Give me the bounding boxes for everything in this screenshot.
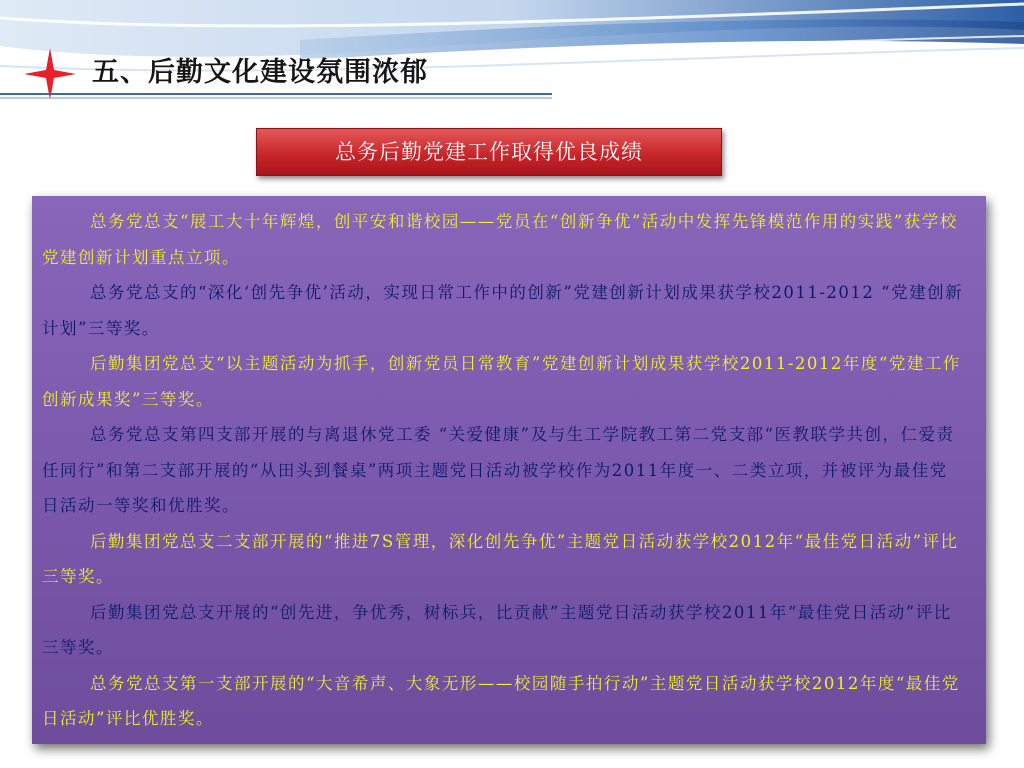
content-panel xyxy=(32,196,986,744)
paragraph-4: 总务党总支第四支部开展的与离退休党工委 “关爱健康”及与生工学院教工第二党支部“医教联学共创，仁爱责任同行”和第二支部开展的“从田头到餐桌”两项主题党日活动被学校作为2011年度一、二类立项，并被评为最佳党日活动一等奖和优胜奖。 xyxy=(42,425,955,515)
page-title: 五、后勤文化建设氛围浓郁 xyxy=(92,57,428,88)
subtitle-banner: 总务后勤党建工作取得优良成绩 xyxy=(256,128,722,176)
paragraph-2: 总务党总支的“深化‘创先争优’活动，实现日常工作中的创新”党建创新计划成果获学校2011-2012 “党建创新计划”三等奖。 xyxy=(42,283,964,338)
title-underline xyxy=(0,92,552,100)
paragraph-1: 总务党总支“展工大十年辉煌，创平安和谐校园——党员在“创新争优”活动中发挥先锋模范作用的实践”获学校党建创新计划重点立项。 xyxy=(42,212,958,267)
paragraph-7: 总务党总支第一支部开展的“大音希声、大象无形——校园随手拍行动”主题党日活动获学校2012年度“最佳党日活动”评比优胜奖。 xyxy=(42,673,960,728)
paragraph-6: 后勤集团党总支开展的“创先进，争优秀，树标兵，比贡献”主题党日活动获学校2011年“最佳党日活动”评比三等奖。 xyxy=(42,602,952,657)
paragraph-5: 后勤集团党总支二支部开展的“推进7S管理，深化创先争优”主题党日活动获学校2012年“最佳党日活动”评比三等奖。 xyxy=(42,531,959,586)
paragraph-3: 后勤集团党总支“以主题活动为抓手，创新党员日常教育”党建创新计划成果获学校2011-2012年度“党建工作创新成果奖”三等奖。 xyxy=(42,354,961,409)
